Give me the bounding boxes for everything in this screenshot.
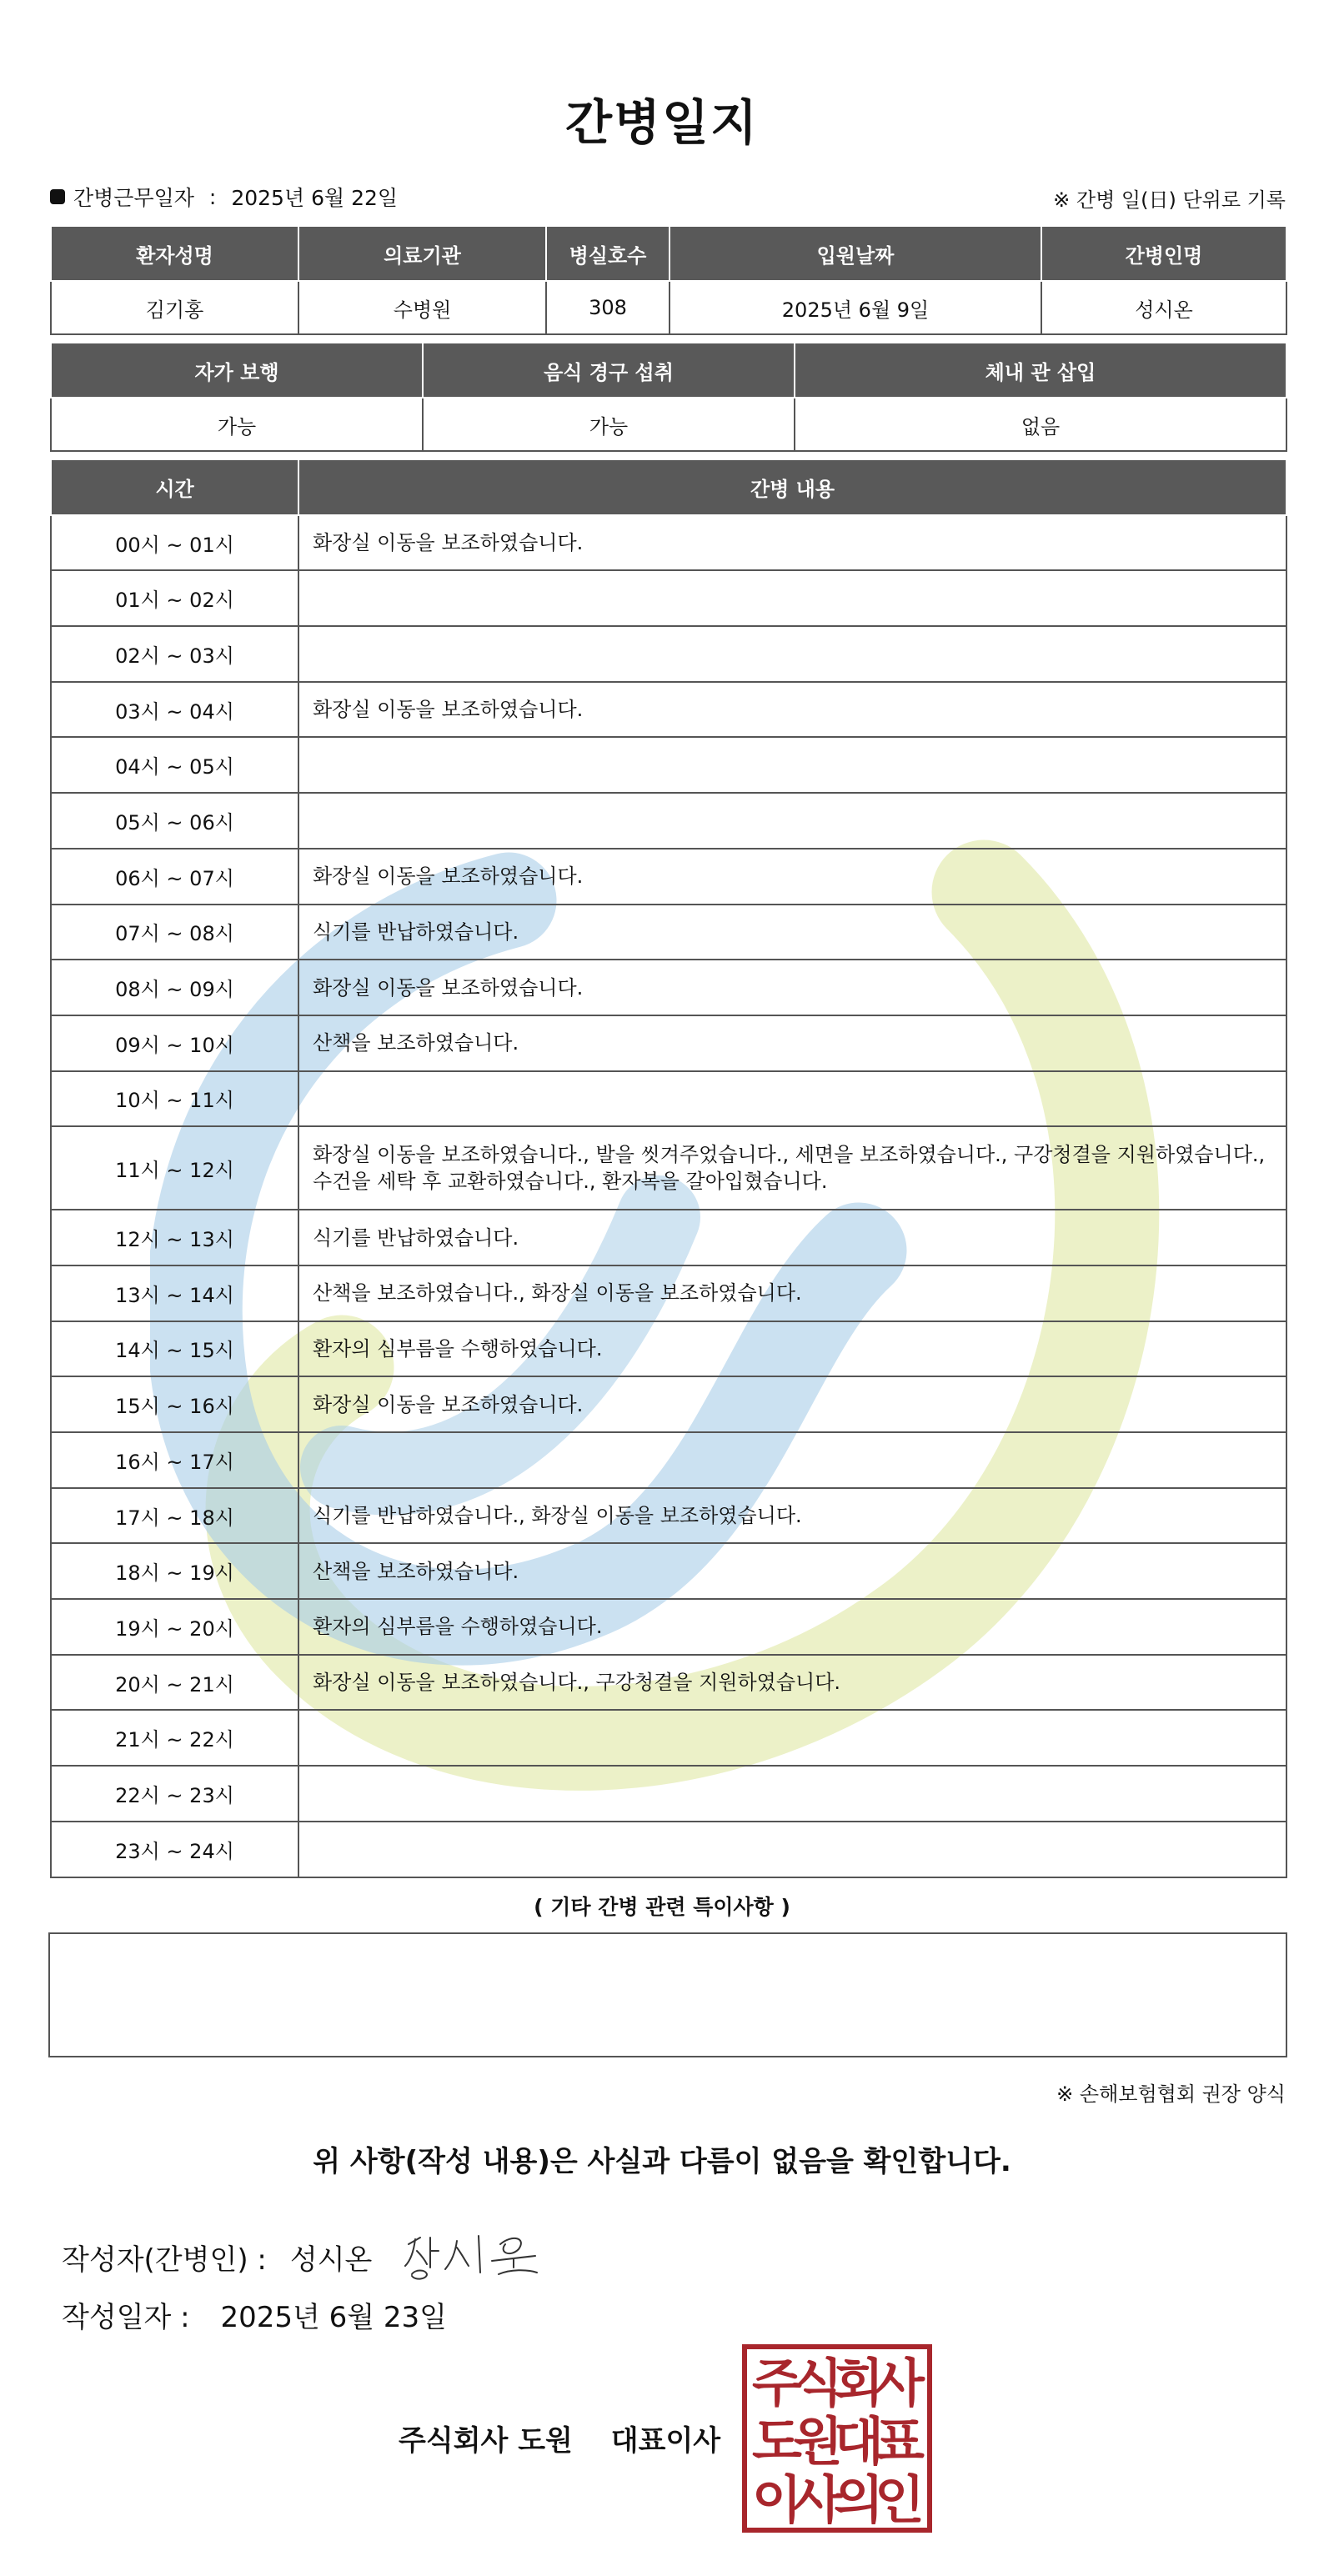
seal-char: 의	[834, 2469, 884, 2528]
seal-char: 식	[793, 2353, 843, 2413]
table-row	[51, 1126, 1286, 1210]
table-row	[51, 515, 1286, 571]
header-oral-intake: 음식 경구 섭취	[423, 343, 795, 398]
time-cell: 23시 ~ 24시	[51, 1822, 298, 1877]
table-row	[51, 1599, 1286, 1655]
room-value: 308	[546, 281, 670, 334]
time-cell: 11시 ~ 12시	[51, 1126, 298, 1210]
header-tube: 체내 관 삽입	[795, 343, 1286, 398]
table-row	[51, 1376, 1286, 1432]
seal-char: 사	[793, 2469, 843, 2528]
time-cell: 07시 ~ 08시	[51, 905, 298, 960]
time-cell: 08시 ~ 09시	[51, 960, 298, 1015]
content-cell: 산책을 보조하였습니다., 화장실 이동을 보조하였습니다.	[298, 1265, 1286, 1321]
time-cell: 10시 ~ 11시	[51, 1071, 298, 1127]
time-cell: 03시 ~ 04시	[51, 682, 298, 738]
table-row	[51, 905, 1286, 960]
status-value-row	[51, 398, 1286, 451]
written-date-label: 작성일자 :	[62, 2301, 190, 2334]
writer-label: 작성자(간병인) :	[62, 2243, 267, 2277]
unit-note: ※ 간병 일(日) 단위로 기록	[1053, 188, 1286, 212]
content-cell: 화장실 이동을 보조하였습니다.	[298, 849, 1286, 905]
written-date-value: 2025년 6월 23일	[220, 2301, 448, 2334]
table-row	[51, 1015, 1286, 1071]
seal-char: 이	[752, 2469, 802, 2528]
company-line	[399, 2418, 720, 2458]
admission-date-value: 2025년 6월 9일	[670, 281, 1041, 334]
time-cell: 02시 ~ 03시	[51, 626, 298, 682]
notes-title: ( 기타 간병 관련 특이사항 )	[534, 1895, 790, 1919]
log-header-row	[51, 459, 1286, 515]
tube-value: 없음	[795, 398, 1286, 451]
time-cell: 20시 ~ 21시	[51, 1655, 298, 1711]
table-row	[51, 1432, 1286, 1488]
time-cell: 16시 ~ 17시	[51, 1432, 298, 1488]
table-row	[51, 570, 1286, 626]
work-date-value: 2025년 6월 22일	[231, 186, 399, 210]
patient-info-table	[50, 225, 1287, 335]
content-cell: 환자의 심부름을 수행하였습니다.	[298, 1599, 1286, 1655]
notes-box	[48, 1932, 1287, 2057]
content-cell: 화장실 이동을 보조하였습니다.	[298, 960, 1286, 1015]
company-seal	[742, 2344, 932, 2533]
form-note: ※ 손해보험협회 권장 양식	[1056, 2082, 1286, 2106]
content-cell	[298, 570, 1286, 626]
seal-char: 사	[875, 2353, 925, 2413]
seal-glyphs	[747, 2349, 927, 2528]
content-cell: 환자의 심부름을 수행하였습니다.	[298, 1321, 1286, 1377]
content-cell: 화장실 이동을 보조하였습니다.	[298, 682, 1286, 738]
content-cell	[298, 1071, 1286, 1127]
header-walking: 자가 보행	[51, 343, 423, 398]
table-row	[51, 1822, 1286, 1877]
patient-header-row	[51, 226, 1286, 281]
table-row	[51, 1321, 1286, 1377]
written-date-line	[62, 2294, 447, 2335]
content-cell: 화장실 이동을 보조하였습니다.	[298, 515, 1286, 571]
seal-char: 도	[752, 2411, 802, 2472]
table-row	[51, 849, 1286, 905]
seal-char: 회	[834, 2353, 884, 2413]
work-date-label: 간병근무일자	[73, 186, 194, 210]
patient-status-table	[50, 342, 1287, 452]
content-cell	[298, 1822, 1286, 1877]
content-cell	[298, 793, 1286, 849]
content-cell	[298, 626, 1286, 682]
time-cell: 18시 ~ 19시	[51, 1543, 298, 1599]
company-name: 주식회사 도원	[399, 2424, 573, 2458]
content-cell: 산책을 보조하였습니다.	[298, 1015, 1286, 1071]
content-cell: 화장실 이동을 보조하였습니다., 구강청결을 지원하였습니다.	[298, 1655, 1286, 1711]
patient-value-row	[51, 281, 1286, 334]
table-row	[51, 960, 1286, 1015]
table-row	[51, 737, 1286, 793]
oral-intake-value: 가능	[423, 398, 795, 451]
content-cell	[298, 1766, 1286, 1822]
header-patient-name: 환자성명	[51, 226, 298, 281]
content-cell	[298, 1710, 1286, 1766]
time-cell: 05시 ~ 06시	[51, 793, 298, 849]
header-care-content: 간병 내용	[298, 459, 1286, 515]
table-row	[51, 1071, 1286, 1127]
time-cell: 13시 ~ 14시	[51, 1265, 298, 1321]
content-cell: 식기를 반납하였습니다., 화장실 이동을 보조하였습니다.	[298, 1488, 1286, 1544]
content-cell	[298, 737, 1286, 793]
content-cell: 화장실 이동을 보조하였습니다.	[298, 1376, 1286, 1432]
seal-char: 대	[834, 2411, 884, 2472]
square-bullet-icon	[50, 189, 65, 204]
header-admission-date: 입원날짜	[670, 226, 1041, 281]
work-date-colon: :	[208, 184, 217, 209]
table-row	[51, 1488, 1286, 1544]
caregiver-value: 성시온	[1041, 281, 1286, 334]
hourly-log-table	[50, 459, 1287, 1878]
table-row	[51, 1766, 1286, 1822]
content-cell	[298, 1432, 1286, 1488]
seal-char: 표	[875, 2411, 925, 2472]
representative-title: 대표이사	[610, 2424, 721, 2458]
writer-line	[62, 2228, 544, 2286]
status-header-row	[51, 343, 1286, 398]
writer-name: 성시온	[289, 2243, 373, 2277]
table-row	[51, 793, 1286, 849]
walking-value: 가능	[51, 398, 423, 451]
time-cell: 19시 ~ 20시	[51, 1599, 298, 1655]
seal-char: 주	[752, 2353, 802, 2413]
header-time: 시간	[51, 459, 298, 515]
header-caregiver: 간병인명	[1041, 226, 1286, 281]
content-cell: 화장실 이동을 보조하였습니다., 발을 씻겨주었습니다., 세면을 보조하였습니다., 구강청결을 지원하였습니다., 수건을 세탁 후 교환하였습니다., 환자복을 갈아입혔습니다.	[298, 1126, 1286, 1210]
table-row	[51, 1655, 1286, 1711]
content-cell: 식기를 반납하였습니다.	[298, 905, 1286, 960]
time-cell: 04시 ~ 05시	[51, 737, 298, 793]
time-cell: 15시 ~ 16시	[51, 1376, 298, 1432]
page-title: 간병일지	[564, 94, 760, 151]
time-cell: 14시 ~ 15시	[51, 1321, 298, 1377]
header-room: 병실호수	[546, 226, 670, 281]
seal-char: 원	[793, 2411, 843, 2472]
time-cell: 01시 ~ 02시	[51, 570, 298, 626]
header-hospital: 의료기관	[298, 226, 546, 281]
time-cell: 22시 ~ 23시	[51, 1766, 298, 1822]
table-row	[51, 1543, 1286, 1599]
seal-char: 인	[875, 2469, 925, 2528]
content-cell: 산책을 보조하였습니다.	[298, 1543, 1286, 1599]
time-cell: 12시 ~ 13시	[51, 1210, 298, 1265]
table-row	[51, 682, 1286, 738]
table-row	[51, 1265, 1286, 1321]
confirmation-statement: 위 사항(작성 내용)은 사실과 다름이 없음을 확인합니다.	[313, 2145, 1011, 2178]
time-cell: 00시 ~ 01시	[51, 515, 298, 571]
handwritten-signature	[402, 2228, 544, 2286]
table-row	[51, 1710, 1286, 1766]
table-row	[51, 1210, 1286, 1265]
time-cell: 17시 ~ 18시	[51, 1488, 298, 1544]
time-cell: 09시 ~ 10시	[51, 1015, 298, 1071]
time-cell: 21시 ~ 22시	[51, 1710, 298, 1766]
content-cell: 식기를 반납하였습니다.	[298, 1210, 1286, 1265]
table-row	[51, 626, 1286, 682]
hospital-value: 수병원	[298, 281, 546, 334]
patient-name-value: 김기홍	[51, 281, 298, 334]
time-cell: 06시 ~ 07시	[51, 849, 298, 905]
work-date-line	[50, 182, 398, 212]
